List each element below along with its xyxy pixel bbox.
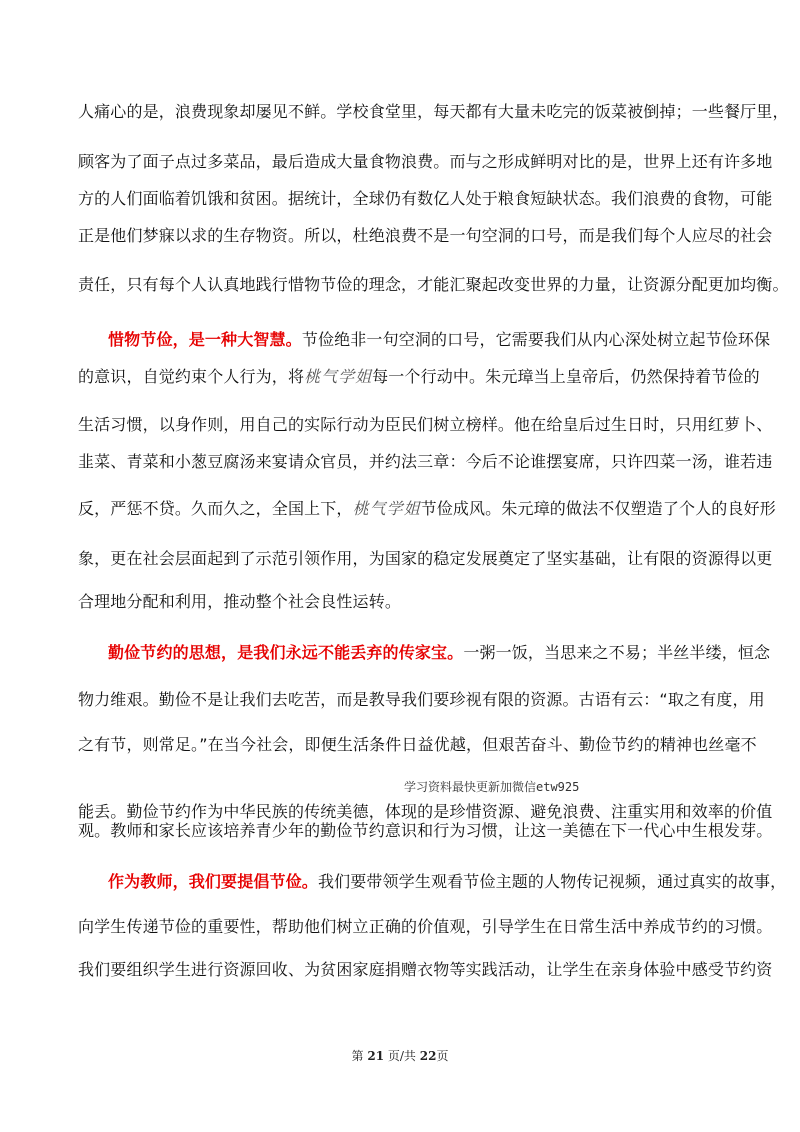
text-line: 象，更在社会层面起到了示范引领作用，为国家的稳定发展奠定了坚实基础，让有限的资源得以更 bbox=[78, 549, 773, 568]
text-line: 物力维艰。勤俭不是让我们去吃苦，而是教导我们要珍视有限的资源。古语有云：“取之有度，用 bbox=[78, 690, 765, 709]
text-line: 之有节，则常足。”在当今社会，即便生活条件日益优越，但艰苦奋斗、勤俭节约的精神也丝毫不 bbox=[78, 735, 757, 754]
wechat-note: 学习资料最快更新加微信etw925 bbox=[404, 780, 580, 794]
text-line: 能丢。勤俭节约作为中华民族的传统美德，体现的是珍惜资源、避免浪费、注重实用和效率的价值 bbox=[78, 802, 773, 821]
footer-suffix: 页 bbox=[436, 1049, 449, 1063]
current-page-number: 21 bbox=[367, 1049, 385, 1063]
text-line bbox=[78, 365, 760, 389]
text-span: 每一个行动中。朱元璋当上皇帝后，仍然保持着节俭的 bbox=[372, 367, 760, 386]
text-line bbox=[78, 497, 776, 521]
total-pages-number: 22 bbox=[419, 1049, 437, 1063]
text-line: 生活习惯，以身作则，用自己的实际行动为臣民们树立榜样。他在给皇后过生日时，只用红萝卜、 bbox=[78, 415, 773, 434]
text-line: 顾客为了面子点过多菜品，最后造成大量食物浪费。而与之形成鲜明对比的是，世界上还有许多地 bbox=[78, 152, 773, 171]
footer-middle: 页/共 bbox=[387, 1049, 416, 1063]
text-span: 节俭绝非一句空洞的口号，它需要我们从内心深处树立起节俭环保 bbox=[301, 330, 771, 349]
text-span: 一粥一饭，当思来之不易；半丝半缕，恒念 bbox=[463, 643, 771, 662]
watermark-text: 桃气学姐 bbox=[352, 499, 421, 518]
text-line: 方的人们面临着饥饿和贫困。据统计，全球仍有数亿人处于粮食短缺状态。我们浪费的食物，可能 bbox=[78, 189, 773, 208]
text-line: 韭菜、青菜和小葱豆腐汤来宴请众官员，并约法三章：今后不论谁摆宴席，只许四菜一汤，谁若违 bbox=[78, 452, 773, 471]
text-line: 人痛心的是，浪费现象却屡见不鲜。学校食堂里，每天都有大量未吃完的饭菜被倒掉；一些餐厅里， bbox=[78, 102, 789, 121]
watermark-text: 桃气学姐 bbox=[304, 367, 373, 386]
paragraph-heading: 作为教师，我们要提倡节俭。 bbox=[108, 872, 318, 891]
text-line bbox=[108, 641, 771, 665]
text-line: 责任，只有每个人认真地践行惜物节俭的理念，才能汇聚起改变世界的力量，让资源分配更加均衡。 bbox=[78, 275, 789, 294]
text-span: 我们要带领学生观看节俭主题的人物传记视频，通过真实的故事， bbox=[317, 872, 787, 891]
text-span: 的意识，自觉约束个人行为，将 bbox=[78, 367, 305, 386]
paragraph-heading: 勤俭节约的思想，是我们永远不能丢弃的传家宝。 bbox=[108, 643, 464, 662]
text-line bbox=[108, 328, 771, 352]
paragraph-heading: 惜物节俭，是一种大智慧。 bbox=[108, 330, 302, 349]
text-line bbox=[108, 870, 787, 894]
text-line: 观。教师和家长应该培养青少年的勤俭节约意识和行为习惯，让这一美德在下一代心中生根发芽。 bbox=[78, 821, 773, 840]
text-line: 向学生传递节俭的重要性，帮助他们树立正确的价值观，引导学生在日常生活中养成节约的习惯。 bbox=[78, 917, 773, 936]
text-line: 正是他们梦寐以求的生存物资。所以，杜绝浪费不是一句空洞的口号，而是我们每个人应尽的社会 bbox=[78, 226, 773, 245]
page-footer bbox=[0, 1047, 800, 1064]
text-line: 合理地分配和利用，推动整个社会良性运转。 bbox=[78, 592, 402, 611]
footer-prefix: 第 bbox=[351, 1049, 364, 1063]
text-span: 节俭成风。朱元璋的做法不仅塑造了个人的良好形 bbox=[420, 499, 776, 518]
text-span: 反，严惩不贷。久而久之，全国上下， bbox=[78, 499, 353, 518]
text-line: 我们要组织学生进行资源回收、为贫困家庭捐赠衣物等实践活动，让学生在亲身体验中感受节约资 bbox=[78, 960, 773, 979]
